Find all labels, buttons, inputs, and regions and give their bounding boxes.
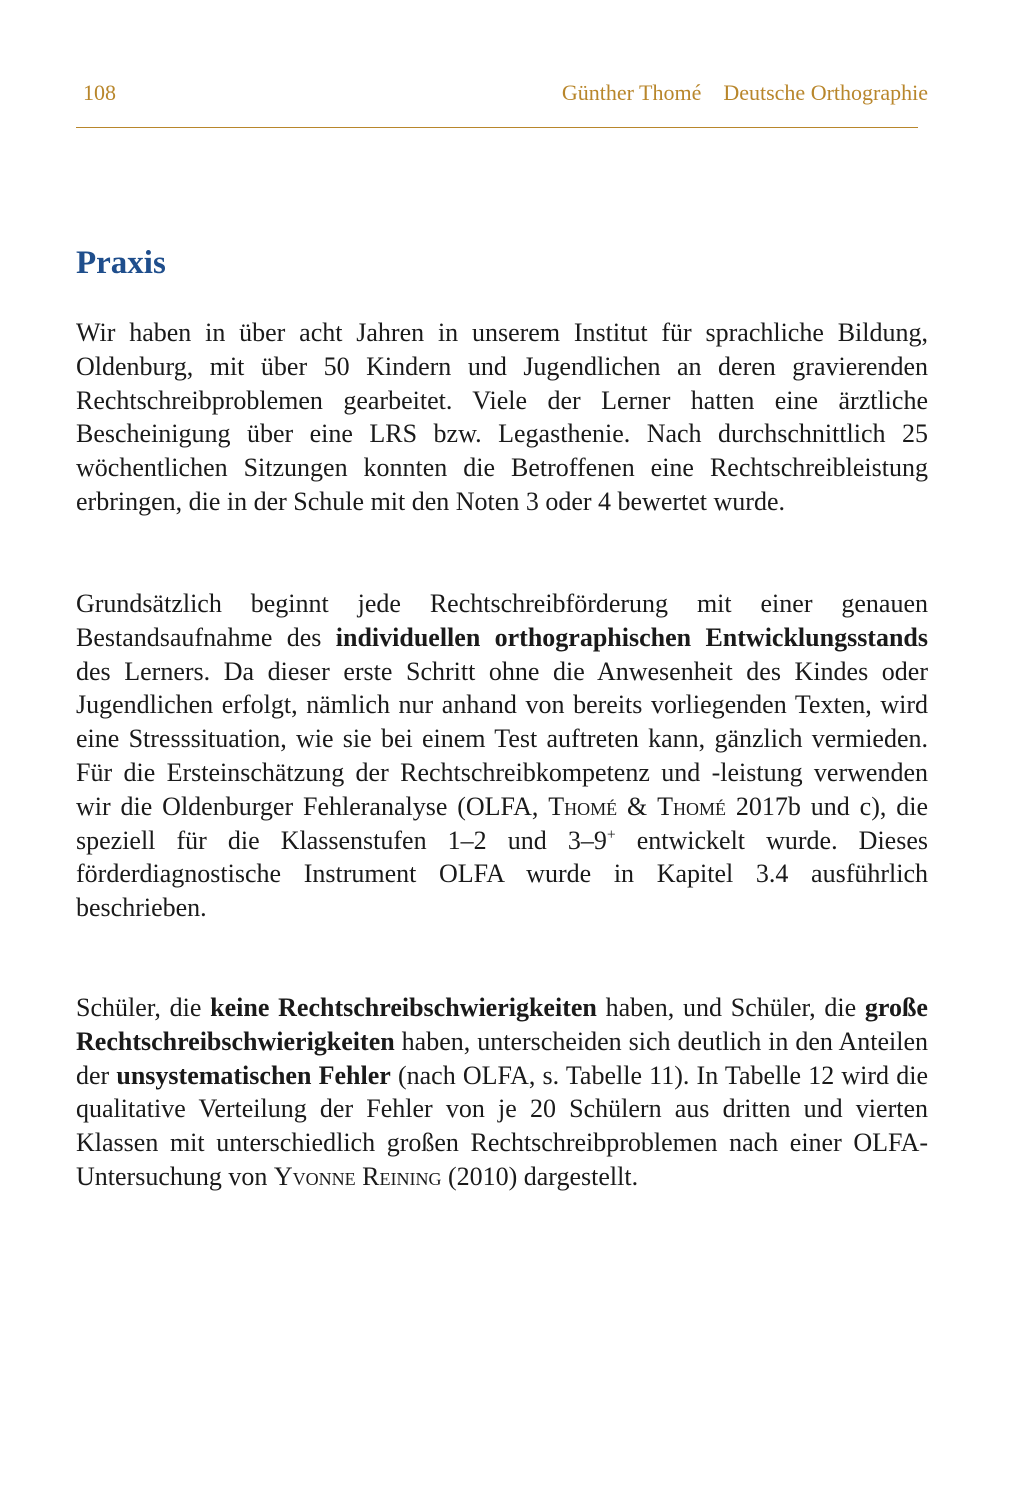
- p3-text-1: Schüler, die: [76, 993, 211, 1022]
- p3-text-3: haben, unterscheiden sich deutlich in den Anteilen der: [76, 1026, 928, 1090]
- p2-bold-term: individuellen orthographischen Entwicklungsstands: [335, 622, 929, 652]
- p3-text-4: (nach OLFA, s. Tabelle 11). In Tabelle 12 wird die qualitative Verteilung der Fehler von je 20 Schülern aus dritten und vierten Klassen mit unterschiedlich großen Rechtschreibproblemen nach einer OLFA-Untersuchung von: [76, 1060, 929, 1191]
- p2-citation-author-1: Thomé: [548, 791, 618, 821]
- p3-text-2: haben, und Schüler, die: [596, 993, 865, 1022]
- p3-citation-author: Yvonne Reining: [273, 1161, 442, 1191]
- p2-text-5: entwickelt wurde. Dieses förderdiagnostische Instrument OLFA wurde in Kapitel 3.4 ausführlich beschrieben.: [76, 825, 928, 923]
- section-heading: Praxis: [76, 245, 166, 281]
- header-rule: [76, 127, 918, 128]
- p2-text-2: des Lerners. Da dieser erste Schritt ohne die Anwesenheit des Kindes oder Jugendlichen erfolgt, nämlich nur anhand von bereits vorliegenden Texten, wird eine Stresssituation, wie sie bei einem Test auftreten kann, gänzlich vermieden. Für die Ersteinschätzung der Rechtschreibkompetenz und -leistung verwenden wir die Oldenburger Fehleranalyse (OLFA,: [76, 656, 928, 821]
- p2-superscript: +: [606, 825, 616, 843]
- paragraph-3: [76, 991, 928, 1194]
- book-title: Deutsche Orthographie: [723, 80, 928, 105]
- author-name: Günther Thomé: [561, 80, 702, 105]
- p3-text-5: (2010) dargestellt.: [441, 1161, 639, 1191]
- page-number: 108: [83, 80, 116, 105]
- p3-bold-term-1: keine Rechtschreibschwierigkeiten: [210, 993, 597, 1022]
- p3-bold-term-2: große Rechtschreibschwierigkeiten: [76, 993, 928, 1056]
- p2-text-4: 2017b und c), die speziell für die Klassenstufen 1–2 und 3–9: [76, 791, 928, 855]
- p3-bold-term-3: unsystematischen Fehler: [116, 1060, 391, 1090]
- p2-citation-author-2: Thomé: [657, 791, 727, 821]
- p2-text-3: &: [617, 791, 658, 821]
- header-right: [562, 80, 928, 106]
- running-header: [80, 80, 930, 110]
- p2-text-1: Grundsätzlich beginnt jede Rechtschreibförderung mit einer genauen Bestandsaufnahme des: [76, 589, 928, 652]
- paragraph-2: [76, 587, 928, 925]
- paragraph-1: Wir haben in über acht Jahren in unserem Institut für sprachliche Bildung, Oldenburg, mit über 50 Kindern und Jugendlichen an deren gravierenden Rechtschreibproblemen gearbeitet. Viele der Lerner hatten eine ärztliche Bescheinigung über eine LRS bzw. Legasthenie. Nach durchschnittlich 25 wöchentlichen Sitzungen konnten die Betroffenen eine Rechtschreibleistung erbringen, die in der Schule mit den Noten 3 oder 4 bewertet wurde.: [76, 318, 928, 516]
